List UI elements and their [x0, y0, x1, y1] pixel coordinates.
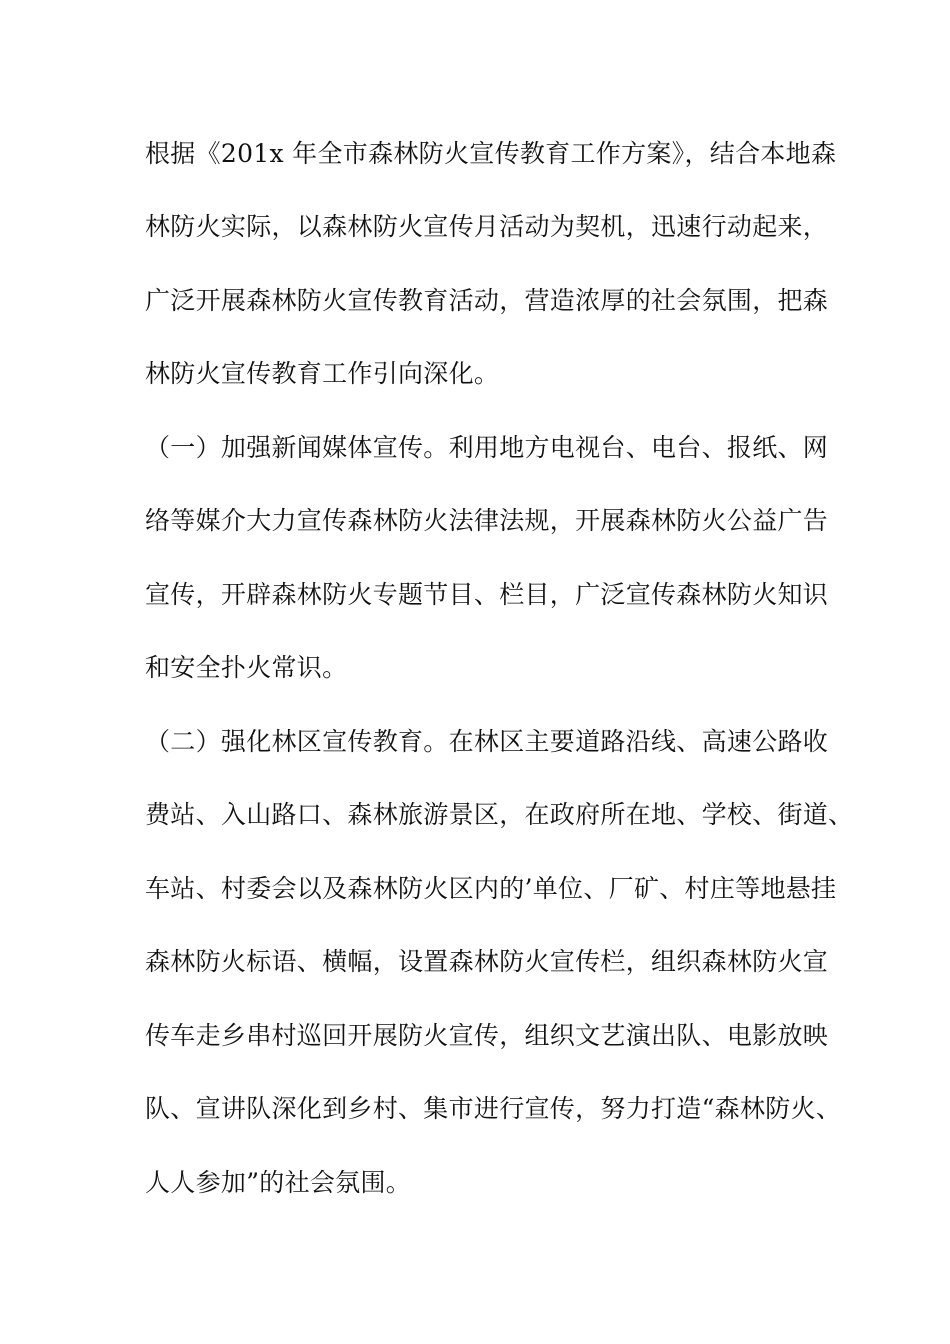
paragraph-1-line-3: 广泛开展森林防火宣传教育活动，营造浓厚的社会氛围，把森	[145, 286, 829, 315]
paragraph-2-line-1: （一）加强新闻媒体宣传。利用地方电视台、电台、报纸、网	[145, 433, 829, 462]
paragraph-3-line-1: （二）强化林区宣传教育。在林区主要道路沿线、高速公路收	[145, 727, 829, 756]
paragraph-1-line-2: 林防火实际，以森林防火宣传月活动为契机，迅速行动起来，	[145, 212, 829, 241]
paragraph-2-line-4: 和安全扑火常识。	[145, 653, 348, 682]
paragraph-3-line-7: 人人参加”的社会氛围。	[145, 1168, 412, 1197]
paragraph-1-line-4: 林防火宣传教育工作引向深化。	[145, 359, 500, 388]
paragraph-2-line-2: 络等媒介大力宣传森林防火法律法规，开展森林防火公益广告	[145, 506, 829, 535]
paragraph-1-line-1: 根据《201x 年全市森林防火宣传教育工作方案》，结合本地森	[145, 139, 837, 168]
paragraph-2-line-3: 宣传，开辟森林防火专题节目、栏目，广泛宣传森林防火知识	[145, 580, 829, 609]
paragraph-3-line-2: 费站、入山路口、森林旅游景区，在政府所在地、学校、街道、	[145, 800, 854, 829]
paragraph-3-line-6: 队、宣讲队深化到乡村、集市进行宣传，努力打造“森林防火、	[145, 1094, 842, 1123]
paragraph-3-line-4: 森林防火标语、横幅，设置森林防火宣传栏，组织森林防火宣	[145, 947, 829, 976]
paragraph-3-line-3: 车站、村委会以及森林防火区内的’单位、厂矿、村庄等地悬挂	[145, 874, 837, 903]
paragraph-3-line-5: 传车走乡串村巡回开展防火宣传，组织文艺演出队、电影放映	[145, 1021, 829, 1050]
